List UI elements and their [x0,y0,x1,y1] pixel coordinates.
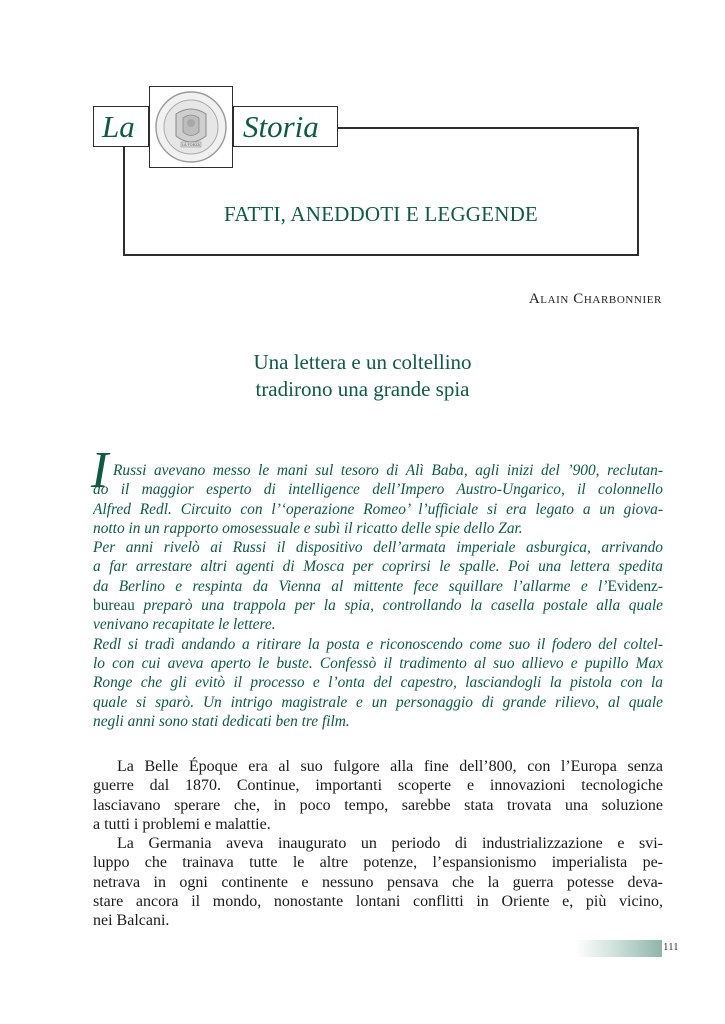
abstract-line: Redl si tradì andando a ritirare la posta e riconoscendo come suo il fodero del coltel- [93,635,663,653]
article-title [0,349,725,403]
abstract-line: quale si sparò. Un intrigo magistrale e un personaggio di grande rilievo, al quale [93,693,663,711]
emblem-seal-icon [154,90,228,164]
abstract-line-bureau [93,596,663,615]
frame-left-line [123,147,125,255]
abstract-line-evidenz [93,577,663,596]
abstract-line: notto in un rapporto omosessuale e subì il ricatto delle spie dello Zar. [93,519,523,537]
abstract-line-text: da Berlino e respinta da Vienna al mittente fece squillare l’allarme e l’ [93,577,608,595]
abstract-line: Ronge che gli evitò il processo e l’onta del capestro, lasciandogli la pistola con la [93,674,663,692]
body-line: guerre dal 1870. Continue, importanti scoperte e innovazioni tecnologiche [93,777,663,795]
page-number: 111 [663,941,679,953]
body-text [93,757,663,931]
footer-gradient-bar [575,940,662,957]
abstract-bureau-word: bureau [93,597,135,615]
abstract-line: lo con cui aveva aperto le buste. Confessò il tradimento al suo allievo e pupillo Max [93,654,663,672]
body-line: nei Balcani. [93,912,170,930]
emblem-box [149,86,233,168]
abstract-line: Russi avevano messo le mani sul tesoro di Alì Baba, agli inizi del ’900, reclutan- [113,462,663,479]
abstract-line: do il maggior esperto di intelligence dell’Impero Austro-Ungarico, il colonnello [93,481,663,499]
abstract-line: Alfred Redl. Circuito con l’‘operazione Romeo’ l’ufficiale si era legato a un giova- [93,500,663,518]
body-line: lasciavano sperare che, in poco tempo, sarebbe stata trovata una soluzione [93,796,663,814]
header-label-storia [233,106,338,147]
header-label-la-text: La [102,108,135,144]
abstract-block [93,461,663,731]
abstract-line: a far arrestare altri agenti di Mosca per coprirsi le spalle. Poi una lettera spedita [93,558,663,576]
article-title-line-1: Una lettera e un coltellino [253,350,472,374]
header-label-la [93,106,149,147]
section-title: FATTI, ANEDDOTI E LEGGENDE [224,202,538,226]
drop-cap: I [91,442,109,499]
frame-right-line [637,127,639,255]
body-line: La Belle Époque era al suo fulgore alla fine dell’800, con l’Europa senza [117,758,663,775]
frame-bottom-line [123,254,639,256]
abstract-line: negli anni sono stati dedicati ben tre film. [93,712,350,730]
article-title-line-2: tradirono una grande spia [255,377,470,401]
author-name: Alain Charbonnier [528,291,662,307]
abstract-line-text: preparò una trappola per la spia, controllando la casella postale alla quale [134,597,663,615]
body-line: netrava in ogni continente e nessuno pensava che la guerra potesse deva- [93,873,663,891]
abstract-line: venivano recapitate le lettere. [93,616,276,634]
abstract-evidenz-word: Evidenz- [607,577,663,595]
header-label-storia-text: Storia [243,108,319,144]
body-line: stare ancora il mondo, nonostante lontani conflitti in Oriente e, più vicino, [93,893,663,911]
emblem-seal-text: LA FORZA [182,143,200,147]
body-line: La Germania aveva inaugurato un periodo di industrializzazione e svi- [117,835,663,853]
abstract-line: Per anni rivelò ai Russi il dispositivo dell’armata imperiale asburgica, arrivando [93,539,663,557]
body-line: a tutti i problemi e malattie. [93,815,271,833]
frame-top-line [338,127,638,129]
body-line: luppo che trainava tutte le altre potenze, l’espansionismo imperialista pe- [93,854,663,872]
